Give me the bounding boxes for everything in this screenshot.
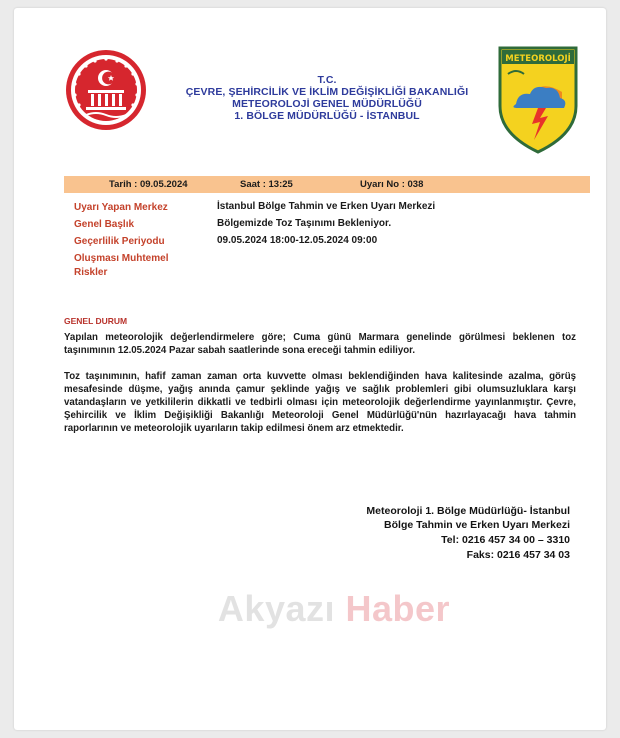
watermark: [164, 588, 504, 630]
info-value-title: Bölgemizde Toz Taşınımı Bekleniyor.: [217, 218, 392, 229]
info-label-title: Genel Başlık: [74, 219, 135, 230]
paragraph-1: Yapılan meteorolojik değerlendirmelere göre; Cuma günü Marmara genelinde görülmesi beklenen toz taşınımının 12.05.2024 Pazar sabah saatlerinde sona ereceği tahmin ediliyor.: [64, 332, 576, 356]
paragraph-2: Toz taşınımının, hafif zaman zaman orta kuvvette olması beklendiğinden hava kalitesinde azalma, görüş mesafesinde düşme, yağış anında çamur şeklinde yağış ve sağlık problemleri gibi olumsuzluklara karşı vatandaşların ve yetkililerin dikkatli ve tedbirli olması için meteorolojik değerlendirme yayınlanmıştır. Çevre, Şehircilik ve İklim Değişikliği Bakanlığı Meteoroloji Genel Müdürlüğü'nün hazırlayacağı hava tahmin raporlarının ve meteorolojik uyarıların takip edilmesi önem arz etmektedir.: [64, 371, 576, 434]
ministry-seal-logo: [64, 48, 148, 132]
signature-phone: Tel: 0216 457 34 00 – 3310: [441, 534, 570, 546]
info-label-center: Uyarı Yapan Merkez: [74, 202, 168, 213]
date-bar: [64, 176, 590, 193]
info-value-validity: 09.05.2024 18:00-12.05.2024 09:00: [217, 235, 378, 246]
header-ministry: ÇEVRE, ŞEHİRCİLİK VE İKLİM DEĞİŞİKLİĞİ BAKANLIĞI: [185, 86, 469, 98]
date-text: Tarih : 09.05.2024: [109, 179, 188, 190]
info-label-validity: Geçerlilik Periyodu: [74, 236, 165, 247]
meteoroloji-shield-logo: [498, 46, 578, 156]
watermark-part-2: Haber: [345, 588, 451, 629]
warning-number: Uyarı No : 038: [360, 179, 424, 190]
signature-office: Meteoroloji 1. Bölge Müdürlüğü- İstanbul: [366, 505, 570, 517]
document-page: [14, 8, 606, 730]
info-label-risks-line1: Oluşması Muhtemel: [74, 253, 169, 264]
info-value-center: İstanbul Bölge Tahmin ve Erken Uyarı Merkezi: [217, 201, 436, 212]
header-regional-office: 1. BÖLGE MÜDÜRLÜĞÜ - İSTANBUL: [234, 110, 420, 122]
signature-fax: Faks: 0216 457 34 03: [466, 549, 570, 561]
watermark-part-1: Akyazı: [217, 588, 335, 629]
signature-center: Bölge Tahmin ve Erken Uyarı Merkezi: [384, 519, 570, 531]
header-tc: T.C.: [317, 74, 337, 86]
header-directorate: METEOROLOJİ GENEL MÜDÜRLÜĞÜ: [232, 98, 422, 110]
logo-text: METEOROLOJİ: [505, 54, 571, 64]
time-text: Saat : 13:25: [240, 179, 293, 190]
info-label-risks-line2: Riskler: [74, 267, 108, 278]
section-title: GENEL DURUM: [64, 316, 128, 326]
